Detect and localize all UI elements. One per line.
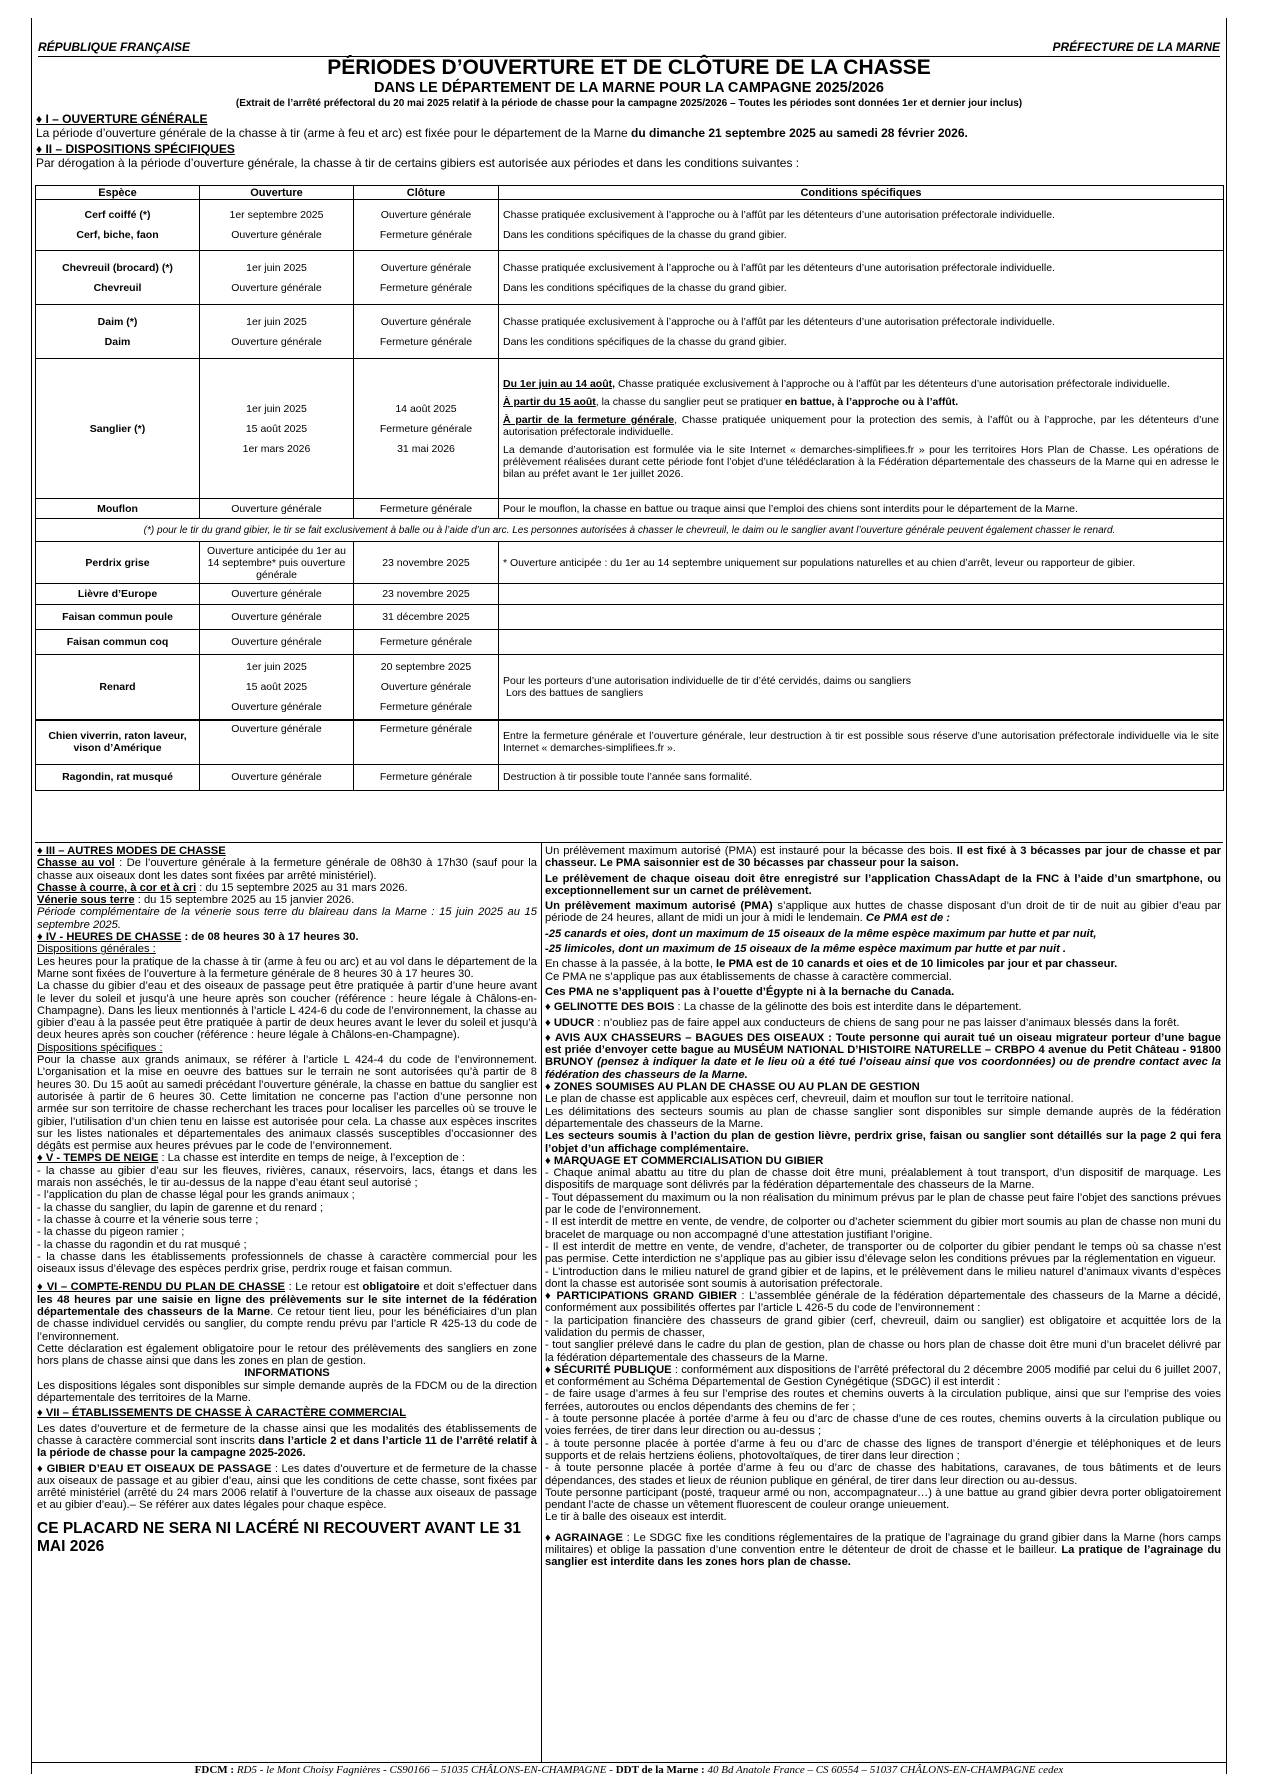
heading-neige: ♦ V - TEMPS DE NEIGE [37,1152,159,1165]
bottom-sections [35,842,1223,1763]
heading-heures: ♦ IV - HEURES DE CHASSE [37,931,182,944]
table-row: Cerf coiffé (*) Cerf, biche, faon 1er septembre 2025 Ouverture générale Ouverture générale Fermeture générale Chasse pratiquée exclusivement à l’approche ou à l’affût par les détenteurs d’une autorisation préfectorale individuelle. Dans les conditions spécifiques de la chasse du grand gibier. [36,200,1224,251]
table-note-row: (*) pour le tir du grand gibier, le tir se fait exclusivement à balle ou à l’aide d’un arc. Les personnes autorisées à chasser le chevreuil, le daim ou le sanglier avant l’ouverture générale peuvent également chasser le renard. [36,519,1224,542]
table-row-chien-viverrin: Chien viverrin, raton laveur, vison d’Amérique Ouverture générale Fermeture générale Entre la fermeture générale et l’ouverture générale, leur destruction à tir est possible sous réserve d’une autorisation préfectorale individuelle via le site Internet « demarches-simplifiees.fr ». [36,720,1224,764]
section-general-opening [36,112,1222,140]
header-conditions: Conditions spécifiques [499,186,1224,200]
heading-etablissements: ♦ VII – ÉTABLISSEMENTS DE CHASSE À CARACTÈRE COMMERCIAL [37,1407,407,1420]
header-espece: Espèce [36,186,200,200]
table-row: Daim (*) Daim 1er juin 2025 Ouverture générale Ouverture générale Fermeture générale Chasse pratiquée exclusivement à l’approche ou à l’affût par les détenteurs d’une autorisation préfectorale individuelle. Dans les conditions spécifiques de la chasse du grand gibier. [36,305,1224,359]
table-row-renard: Renard 1er juin 2025 15 août 2025 Ouverture générale 20 septembre 2025 Ouverture générale Fermeture générale Pour les porteurs d’une autorisation individuelle de tir d’été cervidés, daims ou sangliers Lors des battues de sangliers [36,655,1224,721]
header-right: PRÉFECTURE DE LA MARNE [1052,40,1220,54]
table-row-sanglier: Sanglier (*) 1er juin 2025 15 août 2025 1er mars 2026 14 août 2025 Fermeture générale 31 mai 2026 Du 1er juin au 14 août, Chasse pratiquée exclusivement à l’approche ou à l’affût par les détenteurs d’une autorisation préfectorale individuelle. À partir du 15 août, la chasse du sanglier peut se pratiquer en battue, à l’approche ou à l’affût. À partir de la fermeture générale, Chasse pratiquée uniquement pour la protection des semis, à l’affût ou à l’approche, par les détenteurs d’une autorisation préfectorale individuelle. La demande d’autorisation est formulée via le site Internet « demarches-simplifiees.fr » pour les territoires Hors Plan de Chasse. Les opérations de prélèvement réalisées durant cette période font l’objet d’une télédéclaration à la Fédération départementale des chasseurs de la Marne qui en adresse le bilan au préfet avant le 1er juillet 2026. [36,359,1224,499]
header-left: RÉPUBLIQUE FRANÇAISE [38,40,191,54]
section-specific [36,142,1222,170]
table-row: Perdrix grise Ouverture anticipée du 1er au 14 septembre* puis ouverture générale 23 novembre 2025 * Ouverture anticipée : du 1er au 14 septembre uniquement sur populations naturelles et au chien d’arrêt, leveur ou rapporteur de gibier. [36,542,1224,584]
heading-autres-modes: ♦ III – AUTRES MODES DE CHASSE [37,845,226,857]
table-row: Lièvre d’Europe Ouverture générale 23 novembre 2025 [36,584,1224,605]
table-row: Faisan commun poule Ouverture générale 31 décembre 2025 [36,605,1224,630]
heading-informations: INFORMATIONS [244,1367,330,1380]
hunting-periods-table [35,185,1224,791]
right-column: Un prélèvement maximum autorisé (PMA) est instauré pour la bécasse des bois. Il est fixé à 3 bécasses par jour de chasse et par chasseur. Le PMA saisonnier est de 30 bécasses par chasseur pour la saison. Le prélèvement de chaque oiseau doit être enregistré sur l’application ChassAdapt de la FNC à l’aide d’un smartphone, ou exceptionnellement sur un carnet de prélèvement. Un prélèvement maximum autorisé (PMA) s’applique aux huttes de chasse disposant d’un droit de tir de nuit au gibier d’eau par période de 24 heures, allant de midi un jour à midi le lendemain. Ce PMA est de : -25 canards et oies, dont un maximum de 15 oiseaux de la même espèce maximum par hutte et par nuit, -25 limicoles, dont un maximum de 15 oiseaux de la même espèce maximum par hutte et par nuit . En chasse à la passée, à la botte, le PMA est de 10 canards et oies et de 10 limicoles par jour et par chasseur. Ce PMA ne s’applique pas aux établissements de chasse à caractère commercial. Ces PMA ne s’appliquent pas à l’ouette d’Égypte ni à la bernache du Canada. ♦ GELINOTTE DES BOIS : La chasse de la gélinotte des bois est interdite dans le département. ♦ UDUCR : n’oubliez pas de faire appel aux conducteurs de chiens de sang pour ne pas laisser d’animaux blessés dans la forêt. ♦ AVIS AUX CHASSEURS – BAGUES DES OISEAUX : Toute personne qui aurait tué un oiseau migrateur porteur d’une bague est priée d’envoyer cette bague au MUSÉUM NATIONAL D’HISTOIRE NATURELLE – CRBPO 4 avenue du Petit Château - 91800 BRUNOY (pensez à indiquer la date et le lieu où a été tué l’oiseau ainsi que vos coordonnées) ou de prendre contact avec la fédération des chasseurs de la Marne. ♦ ZONES SOUMISES AU PLAN DE CHASSE OU AU PLAN DE GESTION Le plan de chasse est applicable aux espèces cerf, chevreuil, daim et mouflon sur tout le territoire national. Les délimitations des secteurs soumis au plan de chasse sanglier sont disponibles sur simple demande auprès de la fédération départementale des chasseurs de la Marne. Les secteurs soumis à l’action du plan de gestion lièvre, perdrix grise, faisan ou sanglier sont détaillés sur la page 2 qui fera l’objet d’un affichage complémentaire. ♦ MARQUAGE ET COMMERCIALISATION DU GIBIER - Chaque animal abattu au titre du plan de chasse doit être muni, préalablement à tout transport, d’un dispositif de marquage. Les dispositifs de marquage sont délivrés par la fédération départementale des chasseurs de la Marne. - Tout dépassement du maximum ou la non réalisation du minimum prévus par le plan de chasse peut faire l’objet des sanctions prévues par le code de l’environnement. - Il est interdit de mettre en vente, de vendre, de colporter ou d’acheter sciemment du gibier mort soumis au plan de chasse non muni du bracelet de marquage ou non accompagné d’une attestation justifiant l’origine. - Il est interdit de mettre en vente, de vendre, d’acheter, de transporter ou de colporter du gibier pendant le temps où sa chasse n’est pas permise. Cette interdiction ne s’applique pas au gibier issu d’élevage selon les conditions prévues par la réglementation en vigueur. - L’introduction dans le milieu naturel de grand gibier et de lapins, et le prélèvement dans le milieu naturel d’animaux vivants d’espèces dont la chasse est autorisée sont soumis à autorisation préfectorale. ♦ PARTICIPATIONS GRAND GIBIER : L’assemblée générale de la fédération départementale des chasseurs de la Marne a décidé, conformément aux possibilités offertes par l’article L 426-5 du code de l’environnement : - la participation financière des chasseurs de grand gibier (cerf, chevreuil, daim ou sanglier) est obligatoire et acquittée lors de la validation du permis de chasser, - tout sanglier prélevé dans le cadre du plan de gestion, plan de chasse ou hors plan de chasse doit être muni d’un bracelet délivré par la fédération départementale des chasseurs de la Marne. ♦ SÉCURITÉ PUBLIQUE : conformément aux dispositions de l’arrêté préfectoral du 2 décembre 2005 modifié par celui du 6 juillet 2007, et conformément au Schéma Départemental de Gestion Cynégétique (SDGC) il est interdit : - de faire usage d’armes à feu sur l’emprise des routes et chemins ouverts à la circulation publique, ainsi que sur l’emprise des voies ferrées, autoroutes ou enclos dépendants des chemins de fer ; - à toute personne placée à portée d’arme à feu ou d’arc de chasse d’une de ces routes, chemins ouverts à la circulation publique ou voies ferrées, de tirer dans leur direction ou au-dessus ; - à toute personne placée à portée d’arme à feu ou d’arc de chasse des lignes de transport d’énergie et téléphoniques et de leurs supports et de relais hertziens éoliens, photovoltaïques, de tirer dans leur direction ; - à toute personne placée à portée d’arme à feu ou d’arc de chasse des habitations, caravanes, de tous bâtiments et de leurs dépendances, des stades et lieux de réunion publique en général, de tirer dans leur direction ou au-dessus. Toute personne participant (posté, traqueur armé ou non, accompagnateur…) à une battue au grand gibier devra porter obligatoirement pendant l’acte de chasse un vêtement fluorescent de couleur orange unieuement. Le tir à balle des oiseaux est interdit. ♦ AGRAINAGE : Le SDGC fixe les conditions réglementaires de la pratique de l’agrainage du grand gibier dans la Marne (hors camps militaires) et oblige la passation d’une convention entre le détenteur de droit de chasse et le bailleur. La pratique de l’agrainage du sanglier est interdite dans les zones hors plan de chasse. [545,845,1222,1569]
heading-compte-rendu: ♦ VI – COMPTE-RENDU DU PLAN DE CHASSE [37,1281,286,1294]
table-row: Chevreuil (brocard) (*) Chevreuil 1er juin 2025 Ouverture générale Ouverture générale Fermeture générale Chasse pratiquée exclusivement à l’approche ou à l’affût par les détenteurs d’une autorisation préfectorale individuelle. Dans les conditions spécifiques de la chasse du grand gibier. [36,251,1224,305]
section-heading: ♦ I – OUVERTURE GÉNÉRALE [36,112,208,126]
column-divider [541,843,542,1763]
table-row-ragondin: Ragondin, rat musqué Ouverture générale Fermeture générale Destruction à tir possible toute l’année sans formalité. [36,764,1224,790]
header-ouverture: Ouverture [200,186,354,200]
footer: FDCM : RD5 - le Mont Choisy Fagnières - CS90166 – 51035 CHÂLONS-EN-CHAMPAGNE - DDT de la Marne : 40 Bd Anatole France – CS 60554 – 51037 CHÂLONS-EN-CHAMPAGNE cedex [32,1762,1226,1777]
section-heading: ♦ II – DISPOSITIONS SPÉCIFIQUES [36,142,235,156]
poster-page [31,18,1227,1774]
section-text: La période d’ouverture générale de la chasse à tir (arme à feu et arc) est fixée pour le département de la Marne du dimanche 21 septembre 2025 au samedi 28 février 2026. [36,126,968,140]
extract-note: (Extrait de l’arrêté préfectoral du 20 mai 2025 relatif à la période de chasse pour la campagne 2025/2026 – Toutes les périodes sont données 1er et dernier jour inclus) [235,98,1023,109]
table-row: Faisan commun coq Ouverture générale Fermeture générale [36,630,1224,655]
page-subtitle: DANS LE DÉPARTEMENT DE LA MARNE POUR LA CAMPAGNE 2025/2026 [374,80,884,96]
placard-notice: CE PLACARD NE SERA NI LACÉRÉ NI RECOUVERT AVANT LE 31 MAI 2026 [37,1519,521,1555]
page-title: PÉRIODES D’OUVERTURE ET DE CLÔTURE DE LA CHASSE [327,56,931,79]
section-text: Par dérogation à la période d’ouverture générale, la chasse à tir de certains gibiers est autorisée aux périodes et dans les conditions suivantes : [36,156,800,170]
header-bar [38,40,1220,57]
left-column: ♦ III – AUTRES MODES DE CHASSE Chasse au vol : De l’ouverture générale à la fermeture générale de 08h30 à 17h30 (sauf pour la chasse aux oiseaux dont les dates sont fixées par arrêté ministériel). Chasse à courre, à cor et à cri : du 15 septembre 2025 au 31 mars 2026. Vénerie sous terre : du 15 septembre 2025 au 15 janvier 2026. Période complémentaire de la vénerie sous terre du blaireau dans la Marne : 15 juin 2025 au 15 septembre 2025. ♦ IV - HEURES DE CHASSE : de 08 heures 30 à 17 heures 30. Dispositions générales : Les heures pour la pratique de la chasse à tir (arme à feu ou arc) et au vol dans le département de la Marne sont fixées de l’ouverture à la fermeture générale de 8 heures 30 à 17 heures 30. La chasse du gibier d’eau et des oiseaux de passage peut être pratiquée à partir d’une heure avant le lever du soleil et jusqu’à une heure après son coucher (référence : heure légale à Châlons-en-Champagne). Dans les lieux mentionnés à l’article L 424-6 du code de l’environnement, la chasse au gibier d’eau à la passée peut être pratiquée à partir de deux heures avant le lever du soleil et jusqu’à deux heures après son coucher (référence : heure légale à Châlons-en-Champagne). Dispositions spécifiques : Pour la chasse aux grands animaux, se référer à l’article L 424-4 du code de l’environnement. L’organisation et la mise en oeuvre des battues sur le terrain ne sont autorisées qu’à partir de 8 heures 30. Du 15 août au samedi précédant l’ouverture générale, la chasse en battue du sanglier est autorisée à partir de 6 heures 30. Cette limitation ne concerne pas l’action d’une personne non armée sur son territoire de chasse recherchant les traces pour localiser les parcelles où se trouve le gibier, l’utilisation d’un chien tenu en laisse est autorisée pour cela. La chasse aux espèces inscrites sur les listes nationales et départementales des animaux classés susceptibles d’occasionner des dégâts est permise aux heures prévues par le code de l’environnement. ♦ V - TEMPS DE NEIGE : La chasse est interdite en temps de neige, à l’exception de : - la chasse au gibier d’eau sur les fleuves, rivières, canaux, réservoirs, lacs, étangs et dans les marais non asséchés, le tir au-dessus de la nappe d’eau étant seul autorisé ; - l’application du plan de chasse légal pour les grands animaux ; - la chasse du sanglier, du lapin de garenne et du renard ; - la chasse à courre et la vénerie sous terre ; - la chasse du pigeon ramier ; - la chasse du ragondin et du rat musqué ; - la chasse dans les établissements professionnels de chasse à caractère commercial pour les oiseaux issus d’élevage des espèces perdrix grise, perdrix rouge et faisan commun. ♦ VI – COMPTE-RENDU DU PLAN DE CHASSE : Le retour est obligatoire et doit s’effectuer dans les 48 heures par une saisie en ligne des prélèvements sur le site internet de la fédération départementale des chasseurs de la Marne. Ce retour tient lieu, pour les bénéficiaires d’un plan de chasse individuel cervidés ou sanglier, du compte rendu prévu par l’article R 425-13 du code de l’environnement. Cette déclaration est également obligatoire pour le retour des prélèvements des sangliers en zone hors plans de chasse ainsi que dans les zones en plan de gestion. INFORMATIONS Les dispositions légales sont disponibles sur simple demande auprès de la FDCM ou de la direction départementale des territoires de la Marne. ♦ VII – ÉTABLISSEMENTS DE CHASSE À CARACTÈRE COMMERCIAL Les dates d’ouverture et de fermeture de la chasse ainsi que les modalités des établissements de chasse à caractère commercial sont inscrits dans l’article 2 et dans l’article 11 de l’arrêté relatif à la période de chasse pour la campagne 2025-2026. ♦ GIBIER D’EAU ET OISEAUX DE PASSAGE : Les dates d’ouverture et de fermeture de la chasse aux oiseaux de passage et au gibier d’eau, ainsi que les conditions de cette chasse, sont fixées par arrêté ministériel (arrêté du 24 mars 2006 relatif à l’ouverture de la chasse aux oiseaux de passage et au gibier d’eau).– Se référer aux dates légales pour chaque espèce. CE PLACARD NE SERA NI LACÉRÉ NI RECOUVERT AVANT LE 31 MAI 2026 [37,845,538,1555]
table-row-mouflon: Mouflon Ouverture générale Fermeture générale Pour le mouflon, la chasse en battue ou traque ainsi que l’emploi des chiens sont interdits pour le département de la Marne. [36,499,1224,519]
table-header [36,186,1224,200]
header-cloture: Clôture [354,186,499,200]
